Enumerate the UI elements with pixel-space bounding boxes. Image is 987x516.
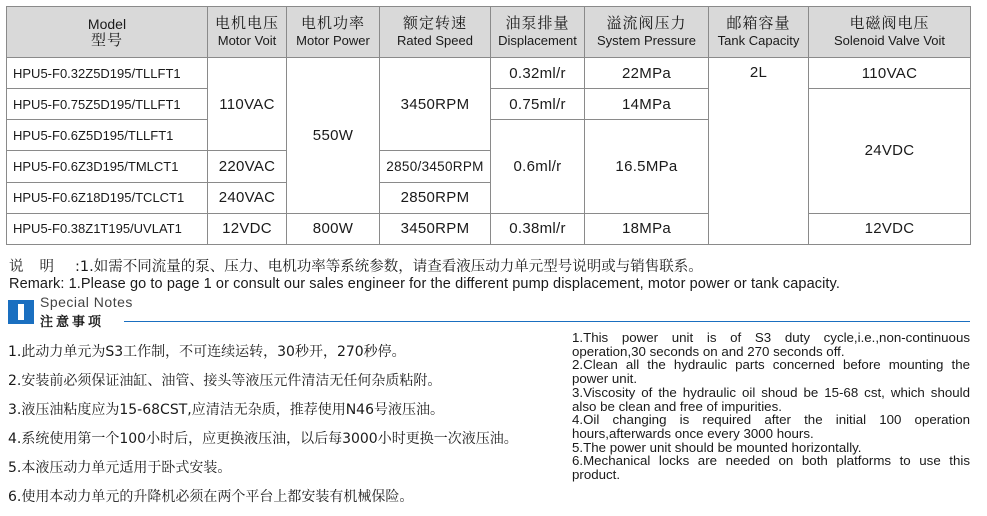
voltage-cell: 220VAC xyxy=(208,151,287,182)
table-row xyxy=(7,213,971,244)
model-cell: HPU5-F0.75Z5D195/TLLFT1 xyxy=(7,89,208,120)
list-item: 1.This power unit is of S3 duty cycle,i.e.,non-continuous operation,30 seconds on and 270 seconds off. xyxy=(572,330,970,359)
displacement-cell: 0.6ml/r xyxy=(491,120,585,213)
solenoid-cell: 24VDC xyxy=(809,89,971,214)
notes-chinese-list xyxy=(8,342,518,516)
list-item: 1.此动力单元为S3工作制，不可连续运转，30秒开，270秒停。 xyxy=(8,344,406,360)
section-divider xyxy=(124,321,970,322)
pressure-cell: 16.5MPa xyxy=(585,120,709,213)
list-item: 6.Mechanical locks are needed on both platforms to use this product. xyxy=(572,453,970,483)
displacement-cell: 0.75ml/r xyxy=(491,89,585,120)
header-displacement: 油泵排量 Displacement xyxy=(491,7,585,58)
list-item: 2.安装前必须保证油缸、油管、接头等液压元件清洁无任何杂质粘附。 xyxy=(8,373,442,389)
list-item: 3.液压油粘度应为15-68CST,应清洁无杂质，推荐使用N46号液压油。 xyxy=(8,402,444,418)
voltage-cell: 110VAC xyxy=(208,58,287,151)
spec-table xyxy=(6,6,971,245)
speed-cell: 2850/3450RPM xyxy=(380,151,491,182)
list-item: 5.The power unit should be mounted horizontally. xyxy=(572,439,862,455)
voltage-cell: 12VDC xyxy=(208,213,287,244)
header-motor-power: 电机功率 Motor Power xyxy=(287,7,380,58)
list-item: 5.本液压动力单元适用于卧式安装。 xyxy=(8,460,232,476)
section-title-chinese: 注意事项 xyxy=(40,315,105,330)
header-tank-capacity: 邮箱容量 Tank Capacity xyxy=(709,7,809,58)
remark-english: Remark: 1.Please go to page 1 or consult our sales engineer for the different pump displacement, motor power or tank capacity. xyxy=(9,276,840,292)
header-solenoid-voltage: 电磁阀电压 Solenoid Valve Voit xyxy=(809,7,971,58)
model-cell: HPU5-F0.38Z1T195/UVLAT1 xyxy=(7,213,208,244)
power-cell: 550W xyxy=(287,58,380,214)
displacement-cell: 0.38ml/r xyxy=(491,213,585,244)
header-system-pressure: 溢流阀压力 System Pressure xyxy=(585,7,709,58)
model-cell: HPU5-F0.32Z5D195/TLLFT1 xyxy=(7,58,208,89)
speed-cell: 3450RPM xyxy=(380,213,491,244)
roman-numeral-one-icon xyxy=(8,300,34,324)
list-item: 6.使用本动力单元的升降机必须在两个平台上都安装有机械保险。 xyxy=(8,489,414,505)
solenoid-cell: 110VAC xyxy=(809,58,971,89)
power-cell: 800W xyxy=(287,213,380,244)
remark-chinese-text: :1.如需不同流量的泵、压力、电机功率等系统参数，请查看液压动力单元型号说明或与销售联系。 xyxy=(75,259,703,275)
model-cell: HPU5-F0.6Z5D195/TLLFT1 xyxy=(7,120,208,151)
remark-label: 说明 xyxy=(9,259,70,275)
pressure-cell: 18MPa xyxy=(585,213,709,244)
section-title-english: Special Notes xyxy=(40,294,133,310)
list-item: 4.Oil changing is required after the initial 100 operation hours,afterwards once every 3000 hours. xyxy=(572,412,970,441)
model-cell: HPU5-F0.6Z3D195/TMLCT1 xyxy=(7,151,208,182)
remark-chinese xyxy=(9,255,703,276)
header-rated-speed: 额定转速 Rated Speed xyxy=(380,7,491,58)
displacement-cell: 0.32ml/r xyxy=(491,58,585,89)
pressure-cell: 14MPa xyxy=(585,89,709,120)
header-model: Model 型号 xyxy=(7,7,208,58)
list-item: 2.Clean all the hydraulic parts concerned before mounting the power unit. xyxy=(572,357,970,387)
list-item: 3.Viscosity of the hydraulic oil shoud be 15-68 cst, which should also be clean and free of impurities. xyxy=(572,384,970,414)
pressure-cell: 22MPa xyxy=(585,58,709,89)
speed-cell: 3450RPM xyxy=(380,58,491,151)
header-motor-voltage: 电机电压 Motor Voit xyxy=(208,7,287,58)
table-row xyxy=(7,58,971,89)
model-cell: HPU5-F0.6Z18D195/TCLCT1 xyxy=(7,182,208,213)
notes-english-list xyxy=(572,331,970,482)
table-header-row xyxy=(7,7,971,58)
voltage-cell: 240VAC xyxy=(208,182,287,213)
tank-cell: 2L xyxy=(709,58,809,245)
solenoid-cell: 12VDC xyxy=(809,213,971,244)
list-item: 4.系统使用第一个100小时后，应更换液压油，以后每3000小时更换一次液压油。 xyxy=(8,431,518,447)
speed-cell: 2850RPM xyxy=(380,182,491,213)
